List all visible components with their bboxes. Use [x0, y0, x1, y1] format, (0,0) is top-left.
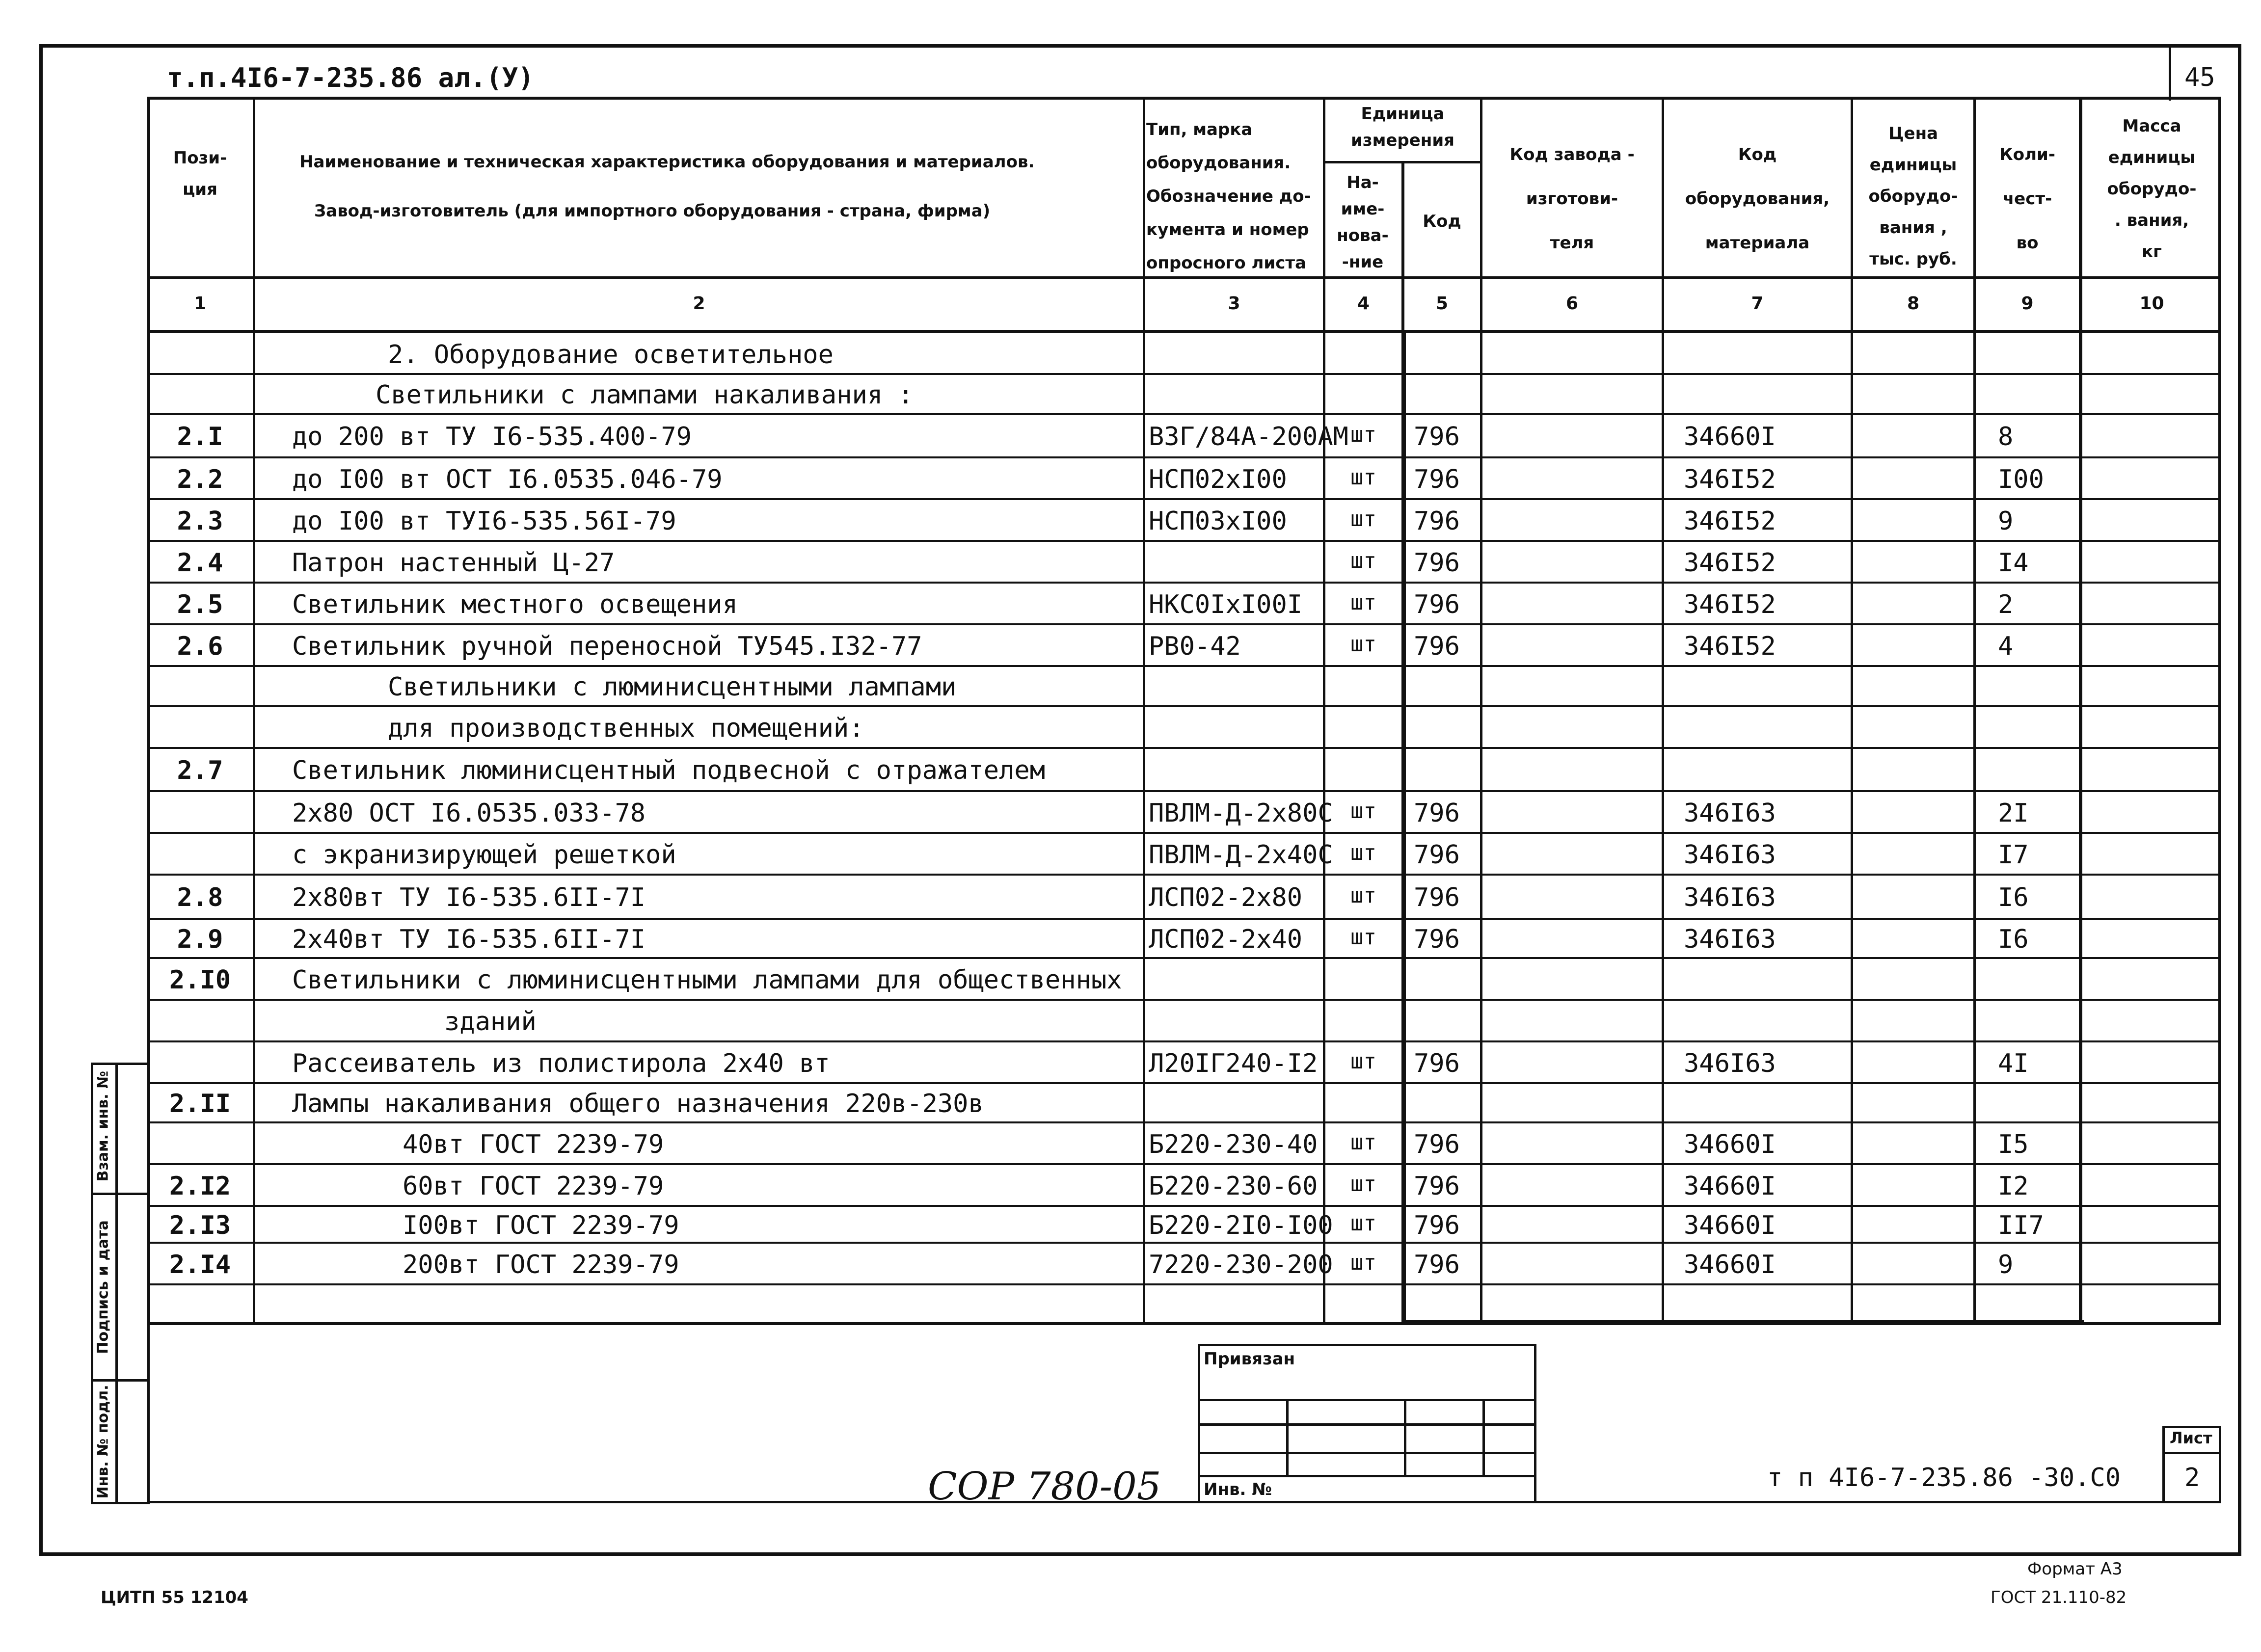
row-type: Л20IГ240-I2 — [1149, 1048, 1318, 1078]
row-code: 796 — [1414, 1210, 1460, 1240]
row-qty: 9 — [1998, 1250, 2014, 1279]
row-qty: I2 — [1998, 1171, 2029, 1201]
row-unit: шт — [1350, 589, 1376, 615]
row-name: до 200 вт ТУ I6-535.400-79 — [292, 422, 692, 452]
stamp-doc-code: т п 4I6-7-235.86 -30.С0 — [1767, 1463, 2121, 1492]
row-separator — [147, 456, 2221, 458]
row-code: 796 — [1414, 883, 1460, 912]
row-unit: шт — [1350, 631, 1376, 657]
row-name: 2х80 ОСТ I6.0535.033-78 — [292, 798, 646, 828]
row-name: Светильники с люминисцентными лампами — [388, 672, 957, 702]
row-pos: 2.I3 — [169, 1210, 231, 1240]
row-unit: шт — [1350, 422, 1376, 447]
side-label-signature: Подпись и дата — [94, 1220, 112, 1354]
row-name: до I00 вт ОСТ I6.0535.046-79 — [292, 464, 723, 494]
row-equip: 346I52 — [1684, 631, 1776, 661]
row-equip: 34660I — [1684, 422, 1776, 452]
row-type: РВ0-42 — [1149, 631, 1241, 661]
col-number-8: 8 — [1907, 293, 1920, 314]
row-unit: шт — [1350, 1210, 1376, 1236]
row-type: Б220-2I0-I00 — [1149, 1210, 1333, 1240]
row-unit: шт — [1350, 1250, 1376, 1275]
header-type: Тип, марка оборудования. Обозначение до- кумента и номер опросного листа — [1146, 120, 1311, 273]
row-separator — [147, 373, 2221, 375]
side-label-inv-orig: Инв. № подл. — [94, 1385, 112, 1499]
row-type: Б220-230-40 — [1149, 1129, 1318, 1159]
row-type: НКС0IхI00I — [1149, 589, 1303, 619]
footer-left: ЦИТП 55 12104 — [101, 1588, 248, 1607]
row-unit: шт — [1350, 883, 1376, 908]
row-name: 60вт ГОСТ 2239-79 — [403, 1171, 664, 1201]
row-separator — [147, 665, 2221, 667]
row-name: Светильник местного освещения — [292, 589, 738, 619]
col-number-6: 6 — [1565, 293, 1579, 314]
row-name: с экранизирующей решеткой — [292, 840, 676, 870]
row-separator — [147, 623, 2221, 625]
code-box-left — [1401, 330, 1406, 1325]
row-equip: 34660I — [1684, 1210, 1776, 1240]
row-pos: 2.II — [169, 1089, 231, 1119]
col-number-1: 1 — [193, 293, 207, 314]
sheet-label: Лист — [2170, 1429, 2212, 1447]
col-numbers-bottom-line — [147, 330, 2221, 333]
row-qty: II7 — [1998, 1210, 2044, 1240]
header-equip-code: Код оборудования, материала — [1685, 145, 1830, 253]
doc-code-top: т.п.4I6-7-235.86 ал.(У) — [167, 62, 534, 93]
row-equip: 346I63 — [1684, 1048, 1776, 1078]
row-name: I00вт ГОСТ 2239-79 — [403, 1210, 679, 1240]
row-equip: 346I52 — [1684, 506, 1776, 536]
stamp-bottom-line — [147, 1501, 2221, 1503]
row-separator — [147, 957, 2221, 959]
row-separator — [147, 790, 2221, 792]
row-qty: 4 — [1998, 631, 2014, 661]
row-name: Патрон настенный Ц-27 — [292, 548, 615, 578]
row-separator — [147, 705, 2221, 707]
header-pos: Пози- ция — [173, 148, 227, 199]
row-pos: 2.I2 — [169, 1171, 231, 1201]
row-code: 796 — [1414, 840, 1460, 870]
side-strip-inner — [115, 1063, 118, 1504]
row-unit: шт — [1350, 506, 1376, 532]
row-equip: 346I63 — [1684, 883, 1776, 912]
row-name: для производственных помещений: — [388, 713, 864, 743]
row-equip: 346I52 — [1684, 548, 1776, 578]
row-separator — [147, 918, 2221, 920]
row-pos: 2.9 — [177, 925, 223, 954]
row-separator — [147, 413, 2221, 415]
row-unit: шт — [1350, 925, 1376, 950]
row-name: 2х80вт ТУ I6-535.6II-7I — [292, 883, 646, 912]
sheet-box-line — [2162, 1452, 2221, 1454]
row-type: ЛСП02-2х40 — [1149, 925, 1303, 954]
row-separator — [147, 1205, 2221, 1207]
row-name: Светильники с лампами накаливания : — [376, 380, 914, 410]
row-name: 40вт ГОСТ 2239-79 — [403, 1129, 664, 1159]
row-name: 200вт ГОСТ 2239-79 — [403, 1250, 679, 1279]
row-code: 796 — [1414, 548, 1460, 578]
col-number-2: 2 — [693, 293, 705, 314]
page-number-divider — [2169, 47, 2171, 101]
row-qty: 8 — [1998, 422, 2014, 452]
header-unit-code: Код — [1423, 212, 1461, 231]
row-equip: 346I63 — [1684, 925, 1776, 954]
row-name: 2. Оборудование осветительное — [388, 340, 834, 370]
row-code: 796 — [1414, 1171, 1460, 1201]
row-separator — [147, 1121, 2221, 1123]
col-number-10: 10 — [2139, 293, 2164, 314]
page-number: 45 — [2184, 63, 2215, 92]
header-name: Наименование и техническая характеристика оборудования и материалов. Завод-изготовитель (для импортного оборудования - страна, фирма) — [299, 152, 1035, 221]
bound-row-2 — [1198, 1423, 1536, 1426]
row-pos: 2.I — [177, 422, 223, 452]
row-equip: 346I63 — [1684, 840, 1776, 870]
row-separator — [147, 1040, 2221, 1042]
bound-row-1 — [1198, 1399, 1536, 1401]
row-qty: 2I — [1998, 798, 2029, 828]
row-code: 796 — [1414, 1129, 1460, 1159]
row-type: 7220-230-200 — [1149, 1250, 1333, 1279]
row-separator — [147, 999, 2221, 1001]
bound-col-1 — [1286, 1399, 1289, 1475]
col-line-1 — [253, 97, 255, 1325]
header-unit-name: На- име- нова- -ние — [1337, 173, 1389, 272]
col-number-7: 7 — [1751, 293, 1764, 314]
col-line-9 — [2079, 97, 2082, 1325]
row-code: 796 — [1414, 422, 1460, 452]
header-factory: Код завода - изготови- теля — [1509, 145, 1635, 253]
row-type: НСП03хI00 — [1149, 506, 1287, 536]
side-strip-line-1 — [91, 1193, 150, 1195]
row-pos: 2.2 — [177, 464, 223, 494]
row-pos: 2.I4 — [169, 1250, 231, 1279]
row-qty: 9 — [1998, 506, 2014, 536]
row-pos: 2.5 — [177, 589, 223, 619]
row-code: 796 — [1414, 631, 1460, 661]
row-separator — [147, 1242, 2221, 1244]
row-equip: 34660I — [1684, 1250, 1776, 1279]
row-equip: 346I63 — [1684, 798, 1776, 828]
row-equip: 34660I — [1684, 1171, 1776, 1201]
row-pos: 2.3 — [177, 506, 223, 536]
row-type: ВЗГ/84А-200АМ — [1149, 422, 1348, 452]
row-separator — [147, 874, 2221, 876]
row-name: Светильники с люминисцентными лампами для общественных — [292, 965, 1122, 995]
bound-label: Привязан — [1204, 1349, 1295, 1369]
row-code: 796 — [1414, 1048, 1460, 1078]
row-unit: шт — [1350, 548, 1376, 573]
row-unit: шт — [1350, 1048, 1376, 1074]
col-number-9: 9 — [2021, 293, 2034, 314]
row-separator — [147, 747, 2221, 749]
row-name: Лампы накаливания общего назначения 220в-230в — [292, 1089, 984, 1119]
side-label-replace-inv: Взам. инв. № — [94, 1070, 112, 1182]
row-name: Рассеиватель из полистирола 2х40 вт — [292, 1048, 830, 1078]
bound-col-3 — [1482, 1399, 1485, 1475]
row-type: Б220-230-60 — [1149, 1171, 1318, 1201]
row-name: зданий — [444, 1007, 537, 1037]
row-unit: шт — [1350, 464, 1376, 490]
row-name: до I00 вт ТУI6-535.56I-79 — [292, 506, 676, 536]
row-name: Светильник ручной переносной ТУ545.I32-77 — [292, 631, 922, 661]
bound-row-4 — [1198, 1475, 1536, 1477]
row-code: 796 — [1414, 464, 1460, 494]
row-unit: шт — [1350, 1129, 1376, 1155]
handwritten-number: COP 780-05 — [928, 1465, 1161, 1509]
row-name: Светильник люминисцентный подвесной с отражателем — [292, 756, 1046, 785]
row-unit: шт — [1350, 840, 1376, 865]
col-line-7 — [1851, 97, 1853, 1325]
col-line-6 — [1662, 97, 1664, 1325]
footer-format: Формат А3 — [2027, 1559, 2123, 1579]
header-unit: Единица измерения — [1351, 104, 1454, 150]
row-code: 796 — [1414, 506, 1460, 536]
header-price: Цена единицы оборудо- вания , тыс. руб. — [1868, 124, 1958, 269]
row-code: 796 — [1414, 798, 1460, 828]
row-code: 796 — [1414, 925, 1460, 954]
row-separator — [147, 832, 2221, 834]
row-qty: I6 — [1998, 925, 2029, 954]
row-separator — [147, 1283, 2221, 1285]
row-unit: шт — [1350, 798, 1376, 824]
row-qty: I5 — [1998, 1129, 2029, 1159]
row-qty: 2 — [1998, 589, 2014, 619]
header-mass: Масса единицы оборудо- . вания, кг — [2107, 116, 2197, 262]
row-separator — [147, 540, 2221, 542]
bound-row-3 — [1198, 1452, 1536, 1454]
row-qty: I7 — [1998, 840, 2029, 870]
col-line-2 — [1143, 97, 1145, 1325]
row-pos: 2.8 — [177, 883, 223, 912]
col-number-4: 4 — [1357, 293, 1370, 314]
code-box-bottom — [1401, 1320, 2084, 1325]
row-separator — [147, 582, 2221, 584]
col-line-5 — [1480, 97, 1482, 1325]
col-number-5: 5 — [1435, 293, 1449, 314]
row-qty: I6 — [1998, 883, 2029, 912]
row-equip: 34660I — [1684, 1129, 1776, 1159]
row-type: ЛСП02-2х80 — [1149, 883, 1303, 912]
row-code: 796 — [1414, 1250, 1460, 1279]
row-pos: 2.6 — [177, 631, 223, 661]
footer-gost: ГОСТ 21.110-82 — [1991, 1588, 2127, 1607]
row-code: 796 — [1414, 589, 1460, 619]
row-name: 2х40вт ТУ I6-535.6II-7I — [292, 925, 646, 954]
row-type: ПВЛМ-Д-2х80С — [1149, 798, 1333, 828]
row-separator — [147, 1163, 2221, 1165]
sheet-number: 2 — [2184, 1463, 2200, 1492]
col-line-8 — [1973, 97, 1976, 1325]
bound-col-2 — [1404, 1399, 1406, 1475]
header-qty: Коли- чест- во — [1999, 145, 2055, 253]
row-pos: 2.I0 — [169, 965, 231, 995]
row-qty: 4I — [1998, 1048, 2029, 1078]
side-strip-line-2 — [91, 1379, 150, 1382]
row-type: НСП02хI00 — [1149, 464, 1287, 494]
row-pos: 2.7 — [177, 756, 223, 785]
row-separator — [147, 498, 2221, 500]
row-qty: I4 — [1998, 548, 2029, 578]
row-equip: 346I52 — [1684, 464, 1776, 494]
inv-label: Инв. № — [1204, 1480, 1272, 1499]
row-unit: шт — [1350, 1171, 1376, 1197]
row-separator — [147, 1082, 2221, 1084]
col-number-3: 3 — [1228, 293, 1240, 314]
row-qty: I00 — [1998, 464, 2044, 494]
row-pos: 2.4 — [177, 548, 223, 578]
row-type: ПВЛМ-Д-2х40С — [1149, 840, 1333, 870]
row-equip: 346I52 — [1684, 589, 1776, 619]
